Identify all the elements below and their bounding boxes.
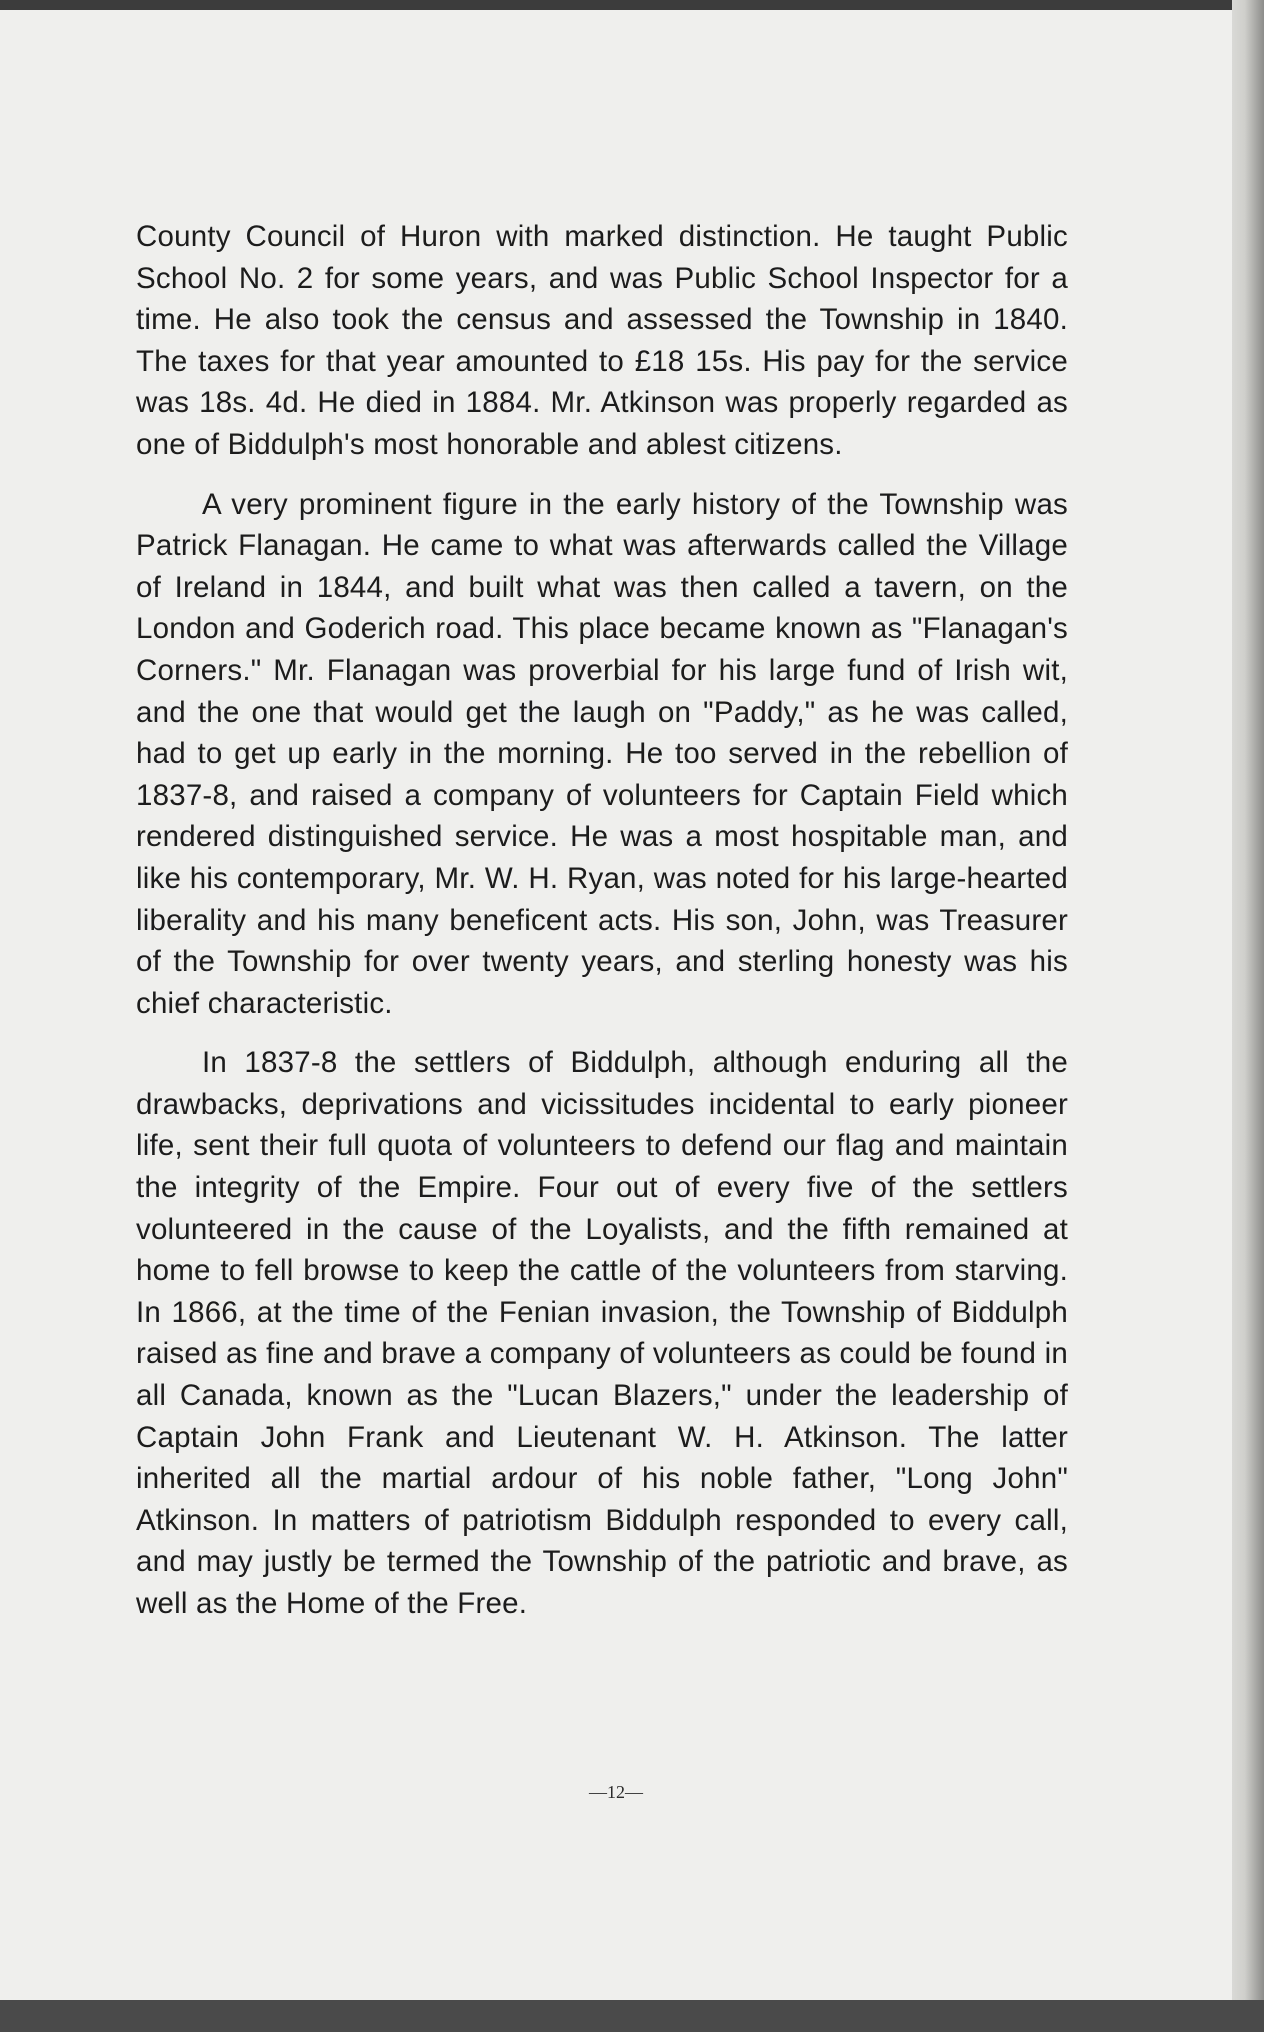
page-number: —12— bbox=[589, 1782, 643, 1802]
scan-right-edge bbox=[1232, 0, 1264, 2032]
scan-top-edge bbox=[0, 0, 1264, 10]
scan-bottom-edge bbox=[0, 2000, 1264, 2032]
book-page bbox=[0, 10, 1232, 2000]
paragraph-volunteers: In 1837-8 the settlers of Biddulph, although enduring all the drawbacks, deprivations and vicissitudes incidental to early pioneer life, sent their full quota of volunteers to defend our flag and maintain the integrity of the Empire. Four out of every five of the settlers volunteered in the cause of the Loyalists, and the fifth remained at home to fell browse to keep the cattle of the volunteers from starving. In 1866, at the time of the Fenian invasion, the Township of Biddulph raised as fine and brave a company of volunteers as could be found in all Canada, known as the "Lucan Blazers," under the leadership of Captain John Frank and Lieutenant W. H. Atkinson. The latter inherited all the martial ardour of his noble father, "Long John" Atkinson. In matters of patriotism Biddulph responded to every call, and may justly be termed the Township of the patriotic and brave, as well as the Home of the Free. bbox=[136, 1046, 1068, 1620]
paragraph-flanagan: A very prominent figure in the early history of the Township was Patrick Flanagan. He came to what was afterwards called the Village of Ireland in 1844, and built what was then called a tavern, on the London and Goderich road. This place became known as "Flanagan's Corners." Mr. Flanagan was proverbial for his large fund of Irish wit, and the one that would get the laugh on "Paddy," as he was called, had to get up early in the morning. He too served in the rebellion of 1837-8, and raised a company of volunteers for Captain Field which rendered distinguished service. He was a most hospitable man, and like his contemporary, Mr. W. H. Ryan, was noted for his large-hearted liberality and his many beneficent acts. His son, John, was Treasurer of the Township for over twenty years, and sterling honesty was his chief characteristic. bbox=[136, 487, 1068, 1020]
body-text bbox=[136, 216, 1068, 1643]
paragraph-atkinson: County Council of Huron with marked distinction. He taught Public School No. 2 for some years, and was Public School Inspector for a time. He also took the census and assessed the Township in 1840. The taxes for that year amounted to £18 15s. His pay for the service was 18s. 4d. He died in 1884. Mr. Atkinson was properly regarded as one of Biddulph's most honorable and ablest citizens. bbox=[136, 220, 1068, 461]
